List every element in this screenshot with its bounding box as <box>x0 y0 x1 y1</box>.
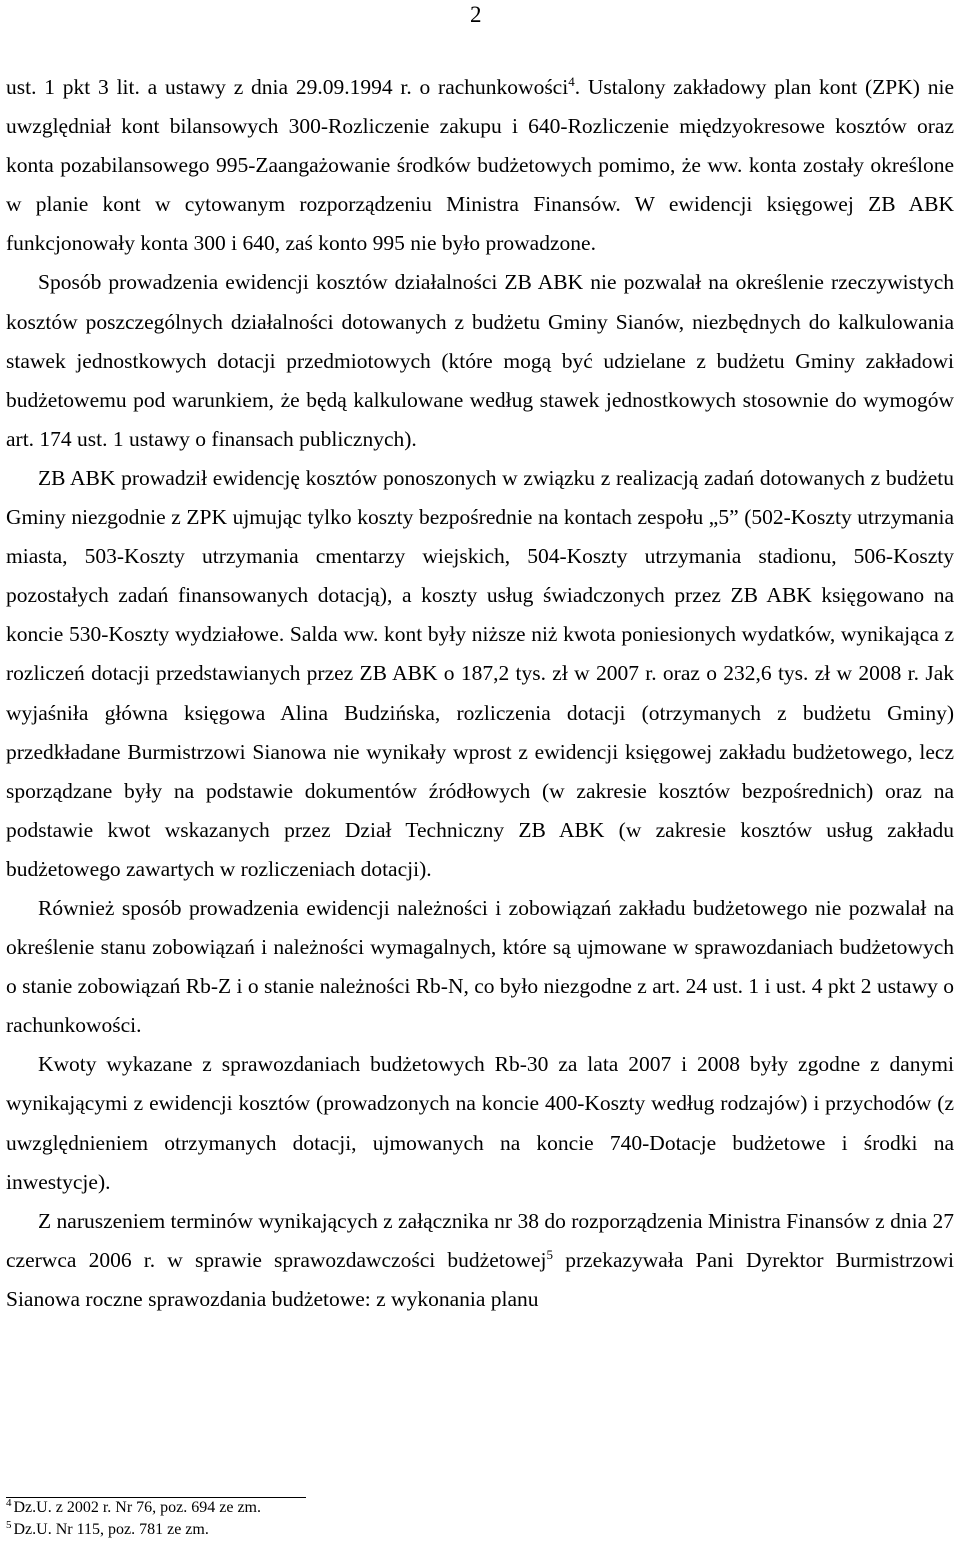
paragraph-4 <box>6 889 954 1045</box>
paragraph-3 <box>6 459 954 889</box>
footnote-text: Dz.U. Nr 115, poz. 781 ze zm. <box>13 1521 209 1538</box>
footnote-ref-5: 5 <box>546 1246 554 1262</box>
paragraph-text: przekazywała Pani Dyrektor Burmistrzowi Sianowa roczne sprawozdania budżetowe: z wykonania planu <box>6 1247 954 1311</box>
footnote-ref-4: 4 <box>568 73 575 89</box>
paragraph-text: Również sposób prowadzenia ewidencji należności i zobowiązań zakładu budżetowego nie pozwalał na określenie stanu zobowiązań i należności wymagalnych, które są ujmowane w sprawozdaniach budżetowych o stanie zobowiązań Rb-Z i o stanie należności Rb-N, co było niezgodne z art. 24 ust. 1 i ust. 4 pkt 2 ustawy o rachunkowości. <box>6 895 954 1038</box>
paragraph-text: Sposób prowadzenia ewidencji kosztów działalności ZB ABK nie pozwalał na określenie rzeczywistych kosztów poszczególnych działalności dotowanych z budżetu Gminy Sianów, niezbędnych do kalkulowania stawek jednostkowych dotacji przedmiotowych (które mogą być udzielane z budżetu Gminy zakładowi budżetowemu pod warunkiem, że będą kalkulowane według stawek jednostkowych stosownie do wymogów art. 174 ust. 1 ustawy o finansach publicznych). <box>6 270 954 451</box>
footnote-4 <box>6 1497 906 1519</box>
paragraph-1 <box>6 68 954 263</box>
paragraph-text: Kwoty wykazane z sprawozdaniach budżetowych Rb-30 za lata 2007 i 2008 były zgodne z danymi wynikającymi z ewidencji kosztów (prowadzonych na koncie 400-Koszty według rodzajów) i przychodów (z uwzględnieniem otrzymanych dotacji, ujmowanych na koncie 740-Dotacje budżetowe i środki na inwestycje). <box>6 1052 954 1194</box>
paragraph-2 <box>6 263 954 458</box>
footnote-text: Dz.U. z 2002 r. Nr 76, poz. 694 ze zm. <box>13 1499 261 1516</box>
footnote-5 <box>6 1519 906 1541</box>
footnotes <box>6 1497 906 1541</box>
paragraph-text: . Ustalony zakładowy plan kont (ZPK) nie uwzględniał kont bilansowych 300-Rozliczenie zakupu i 640-Rozliczenie międzyokresowe kosztów oraz konta pozabilansowego 995-Zaangażowanie środków budżetowych pomimo, że ww. konta zostały określone w planie kont w cytowanym rozporządzeniu Ministra Finansów. W ewidencji księgowej ZB ABK funkcjonowały konta 300 i 640, zaś konto 995 nie było prowadzone. <box>6 75 955 256</box>
page-number: 2 <box>470 2 482 27</box>
paragraph-text: ust. 1 pkt 3 lit. a ustawy z dnia 29.09.1994 r. o rachunkowości <box>6 75 569 99</box>
document-body <box>6 68 954 1319</box>
footnote-number: 4 <box>6 1496 12 1509</box>
footnote-number: 5 <box>6 1518 12 1531</box>
paragraph-5 <box>6 1045 954 1201</box>
paragraph-text: ZB ABK prowadził ewidencję kosztów ponoszonych w związku z realizacją zadań dotowanych z budżetu Gminy niezgodnie z ZPK ujmując tylko koszty bezpośrednie na kontach zespołu „5” (502-Koszty utrzymania miasta, 503-Koszty utrzymania cmentarzy wiejskich, 504-Koszty utrzymania stadionu, 506-Koszty pozostałych zadań finansowanych dotacją), a koszty usług świadczonych przez ZB ABK księgowano na koncie 530-Koszty wydziałowe. Salda ww. kont były niższe niż kwota poniesionych wydatków, wynikająca z rozliczeń dotacji przedstawianych przez ZB ABK o 187,2 tys. zł w 2007 r. oraz o 232,6 tys. zł w 2008 r. Jak wyjaśniła główna księgowa Alina Budzińska, rozliczenia dotacji (otrzymanych z budżetu Gminy) przedkładane Burmistrzowi Sianowa nie wynikały wprost z ewidencji księgowej zakładu budżetowego, lecz sporządzane były na podstawie dokumentów źródłowych (w zakresie kosztów bezpośrednich) oraz na podstawie kwot wskazanych przez Dział Techniczny ZB ABK (w zakresie kosztów usług zakładu budżetowego zawartych w rozliczeniach dotacji). <box>6 465 954 881</box>
paragraph-6 <box>6 1202 954 1319</box>
paragraph-text: Z naruszeniem terminów wynikających z załącznika nr 38 do rozporządzenia Ministra Finansów z dnia 27 czerwca 2006 r. w sprawie sprawozdawczości budżetowej <box>6 1208 954 1272</box>
